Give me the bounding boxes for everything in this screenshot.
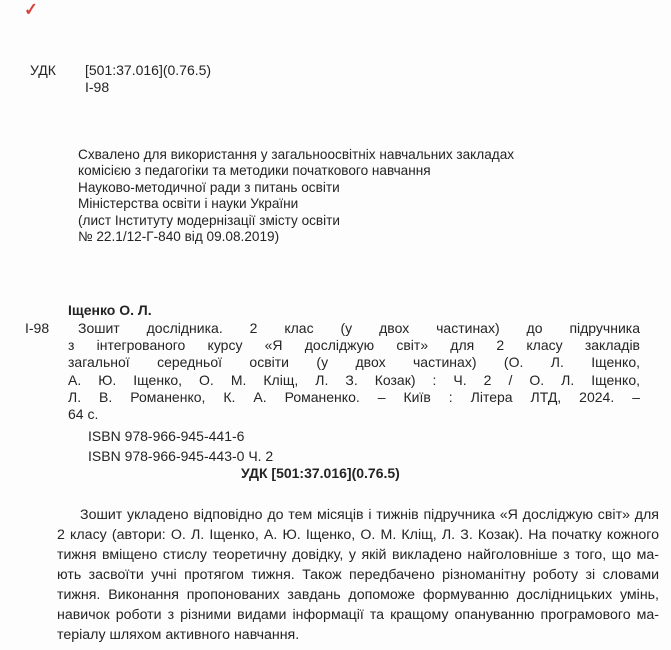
catalog-line: загальної середньої освіти (у двох частинах) (О. Л. Іщенко,	[68, 354, 640, 371]
approval-line: Науково-методичної ради з питань освіти	[78, 179, 340, 195]
annotation-paragraph	[57, 505, 659, 645]
approval-statement	[78, 147, 623, 245]
annotation-line: Зошит укладено відповідно до тем місяців і тижнів підручника «Я досліджую світ» для	[80, 507, 659, 523]
isbn-part1: ISBN 978-966-945-441-6	[88, 428, 245, 444]
isbn-part2: ISBN 978-966-945-443-0 Ч. 2	[88, 448, 274, 464]
author-sign-code: І-98	[85, 79, 110, 95]
udc-classification-block	[30, 62, 211, 96]
approval-line: Міністерства освіти і науки України	[78, 196, 299, 212]
udc-classification-bold: УДК [501:37.016](0.76.5)	[241, 465, 400, 481]
catalog-description	[68, 320, 640, 423]
approval-line: № 22.1/12-Г-840 від 09.08.2019)	[78, 229, 280, 245]
annotation-line: теріалу шляхом активного навчання.	[57, 627, 300, 643]
catalog-line: Зошит дослідника. 2 клас (у двох частинах) до підручника	[78, 320, 640, 336]
catalog-author-code: І-98	[25, 320, 50, 336]
red-checkmark-icon: ✓	[23, 0, 39, 20]
annotation-line: тижня вміщено стислу теоретичну довідку, у якій викладено найголовніше з того, що ма-	[57, 547, 659, 563]
catalog-line: 64 с.	[68, 406, 99, 423]
annotation-line: тижня. Виконання пропонованих завдань допоможе формуванню дослідницьких умінь,	[57, 587, 659, 603]
author-heading: Іщенко О. Л.	[68, 302, 152, 318]
approval-line: Схвалено для використання у загальноосвітніх навчальних закладах	[78, 147, 515, 162]
annotation-line: навичок роботи з різними видами інформації та кращому опануванню програмового ма-	[57, 607, 659, 623]
udc-value: [501:37.016](0.76.5)	[85, 62, 212, 78]
udc-spacer	[30, 79, 85, 96]
catalog-line: Л. В. Романенко, К. А. Романенко. – Київ : Літера ЛТД, 2024. –	[68, 388, 640, 405]
annotation-line: 2 класу (автори: О. Л. Іщенко, А. Ю. Іщенко, О. М. Кліщ, Л. З. Козак). На початку кожного	[57, 527, 659, 543]
approval-line: комісією з педагогіки та методики початкового навчання	[78, 163, 431, 179]
approval-line: (лист Інституту модернізації змісту освіти	[78, 212, 340, 228]
annotation-line: ють засвоїти учні протягом тижня. Також передбачено різноманітну роботу зі словами	[57, 567, 659, 583]
catalog-line: з інтегрованого курсу «Я досліджую світ» для 2 класу закладів	[68, 337, 640, 354]
catalog-line: А. Ю. Іщенко, О. М. Кліщ, Л. З. Козак) : Ч. 2 / О. Л. Іщенко,	[68, 371, 640, 388]
udc-label: УДК	[30, 62, 56, 78]
